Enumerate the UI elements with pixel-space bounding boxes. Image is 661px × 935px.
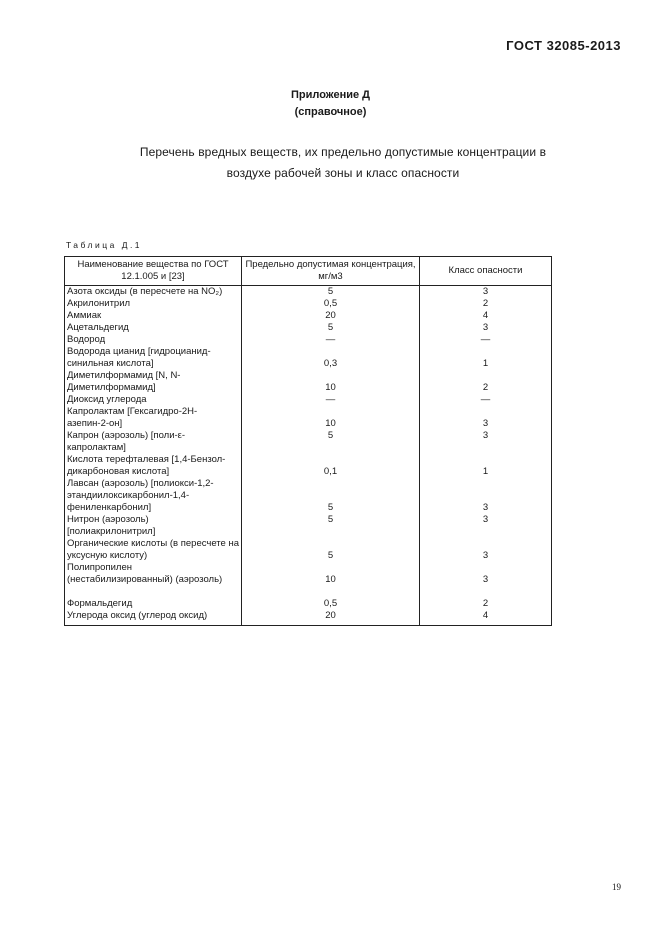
cell-name: Азота оксиды (в пересчете на NO₂): [65, 286, 242, 299]
cell-hazard-class: 3: [482, 574, 489, 585]
document-title-line-2: воздухе рабочей зоны и класс опасности: [226, 166, 460, 180]
cell-concentration: 20: [242, 310, 420, 322]
cell-concentration: 10: [242, 370, 420, 394]
cell-hazard-class: 3: [482, 514, 489, 525]
appendix-title: Приложение Д: [291, 89, 370, 101]
cell-hazard-class: 3: [482, 550, 489, 561]
standard-header: ГОСТ 32085-2013: [506, 38, 621, 53]
column-header-hazard-class: Класс опасности: [420, 257, 552, 286]
cell-name: Лавсан (аэрозоль) [полиокси-1,2-этандиилоксикарбонил-1,4-фениленкарбонил]: [65, 478, 242, 514]
cell-name: Капролактам [Гексагидро-2Н-азепин-2-он]: [65, 406, 242, 430]
table-row: [65, 430, 552, 454]
table-row: [65, 286, 552, 299]
cell-hazard-class: —: [480, 394, 491, 405]
cell-hazard-class: 2: [482, 382, 489, 393]
cell-concentration: 5: [242, 322, 420, 334]
table-row: [65, 406, 552, 430]
cell-name: Углерода оксид (углерод оксид): [65, 610, 242, 626]
cell-hazard-class: 4: [482, 310, 489, 321]
page-number: 19: [612, 882, 621, 892]
cell-hazard-class: 1: [482, 358, 489, 369]
cell-hazard-class: 4: [482, 610, 489, 621]
cell-name: Органические кислоты (в пересчете на уксусную кислоту): [65, 538, 242, 562]
cell-concentration: 0,5: [242, 598, 420, 610]
cell-hazard-class: 3: [482, 502, 489, 513]
document-title-line-1: Перечень вредных веществ, их предельно допустимые концентрации в: [139, 145, 547, 159]
table-row: [65, 538, 552, 562]
table-row: [65, 598, 552, 610]
cell-concentration: 5: [242, 538, 420, 562]
cell-concentration: —: [242, 334, 420, 346]
cell-concentration: 0,3: [242, 346, 420, 370]
cell-concentration: —: [242, 394, 420, 406]
cell-concentration: 5: [242, 478, 420, 514]
table-row: [65, 478, 552, 514]
substances-table: [64, 256, 552, 626]
cell-name: Полипропилен (нестабилизированный) (аэрозоль): [65, 562, 242, 598]
cell-concentration: 0,5: [242, 298, 420, 310]
cell-name: Формальдегид: [65, 598, 242, 610]
table-row: [65, 334, 552, 346]
cell-concentration: 5: [242, 430, 420, 454]
cell-name: Диоксид углерода: [65, 394, 242, 406]
table-row: [65, 394, 552, 406]
cell-concentration: 10: [242, 562, 420, 598]
cell-hazard-class: —: [480, 334, 491, 345]
cell-concentration: 10: [242, 406, 420, 430]
cell-name: Акрилонитрил: [65, 298, 242, 310]
cell-name: Аммиак: [65, 310, 242, 322]
cell-hazard-class: 2: [482, 298, 489, 309]
table-row: [65, 298, 552, 310]
cell-concentration: 20: [242, 610, 420, 626]
cell-name: Водород: [65, 334, 242, 346]
cell-hazard-class: 2: [482, 598, 489, 609]
cell-concentration: 5: [242, 286, 420, 299]
cell-name: Нитрон (аэрозоль) [полиакрилонитрил]: [65, 514, 242, 538]
appendix-subtitle: (справочное): [294, 106, 367, 118]
table-caption: Таблица Д.1: [66, 240, 143, 250]
cell-hazard-class: 3: [482, 430, 489, 441]
cell-hazard-class: 3: [482, 418, 489, 429]
table-row: [65, 514, 552, 538]
column-header-concentration: Предельно допустимая концентрация, мг/м3: [242, 257, 420, 286]
table-row: [65, 346, 552, 370]
table-row: [65, 370, 552, 394]
cell-hazard-class: 3: [482, 322, 489, 333]
table-header-row: [65, 257, 552, 286]
cell-concentration: 0,1: [242, 454, 420, 478]
cell-name: Ацетальдегид: [65, 322, 242, 334]
cell-name: Диметилформамид [N, N-Диметилформамид]: [65, 370, 242, 394]
table-row: [65, 322, 552, 334]
cell-name: Водорода цианид [гидроцианид-синильная кислота]: [65, 346, 242, 370]
cell-concentration: 5: [242, 514, 420, 538]
column-header-name: Наименование вещества по ГОСТ 12.1.005 и [23]: [65, 257, 242, 286]
cell-name: Кислота терефталевая [1,4-Бензол-дикарбоновая кислота]: [65, 454, 242, 478]
table-row: [65, 610, 552, 626]
cell-hazard-class: 1: [482, 466, 489, 477]
table-row: [65, 562, 552, 598]
cell-hazard-class: 3: [482, 286, 489, 297]
table-row: [65, 310, 552, 322]
table-row: [65, 454, 552, 478]
cell-name: Капрон (аэрозоль) [поли-ε-капролактам]: [65, 430, 242, 454]
